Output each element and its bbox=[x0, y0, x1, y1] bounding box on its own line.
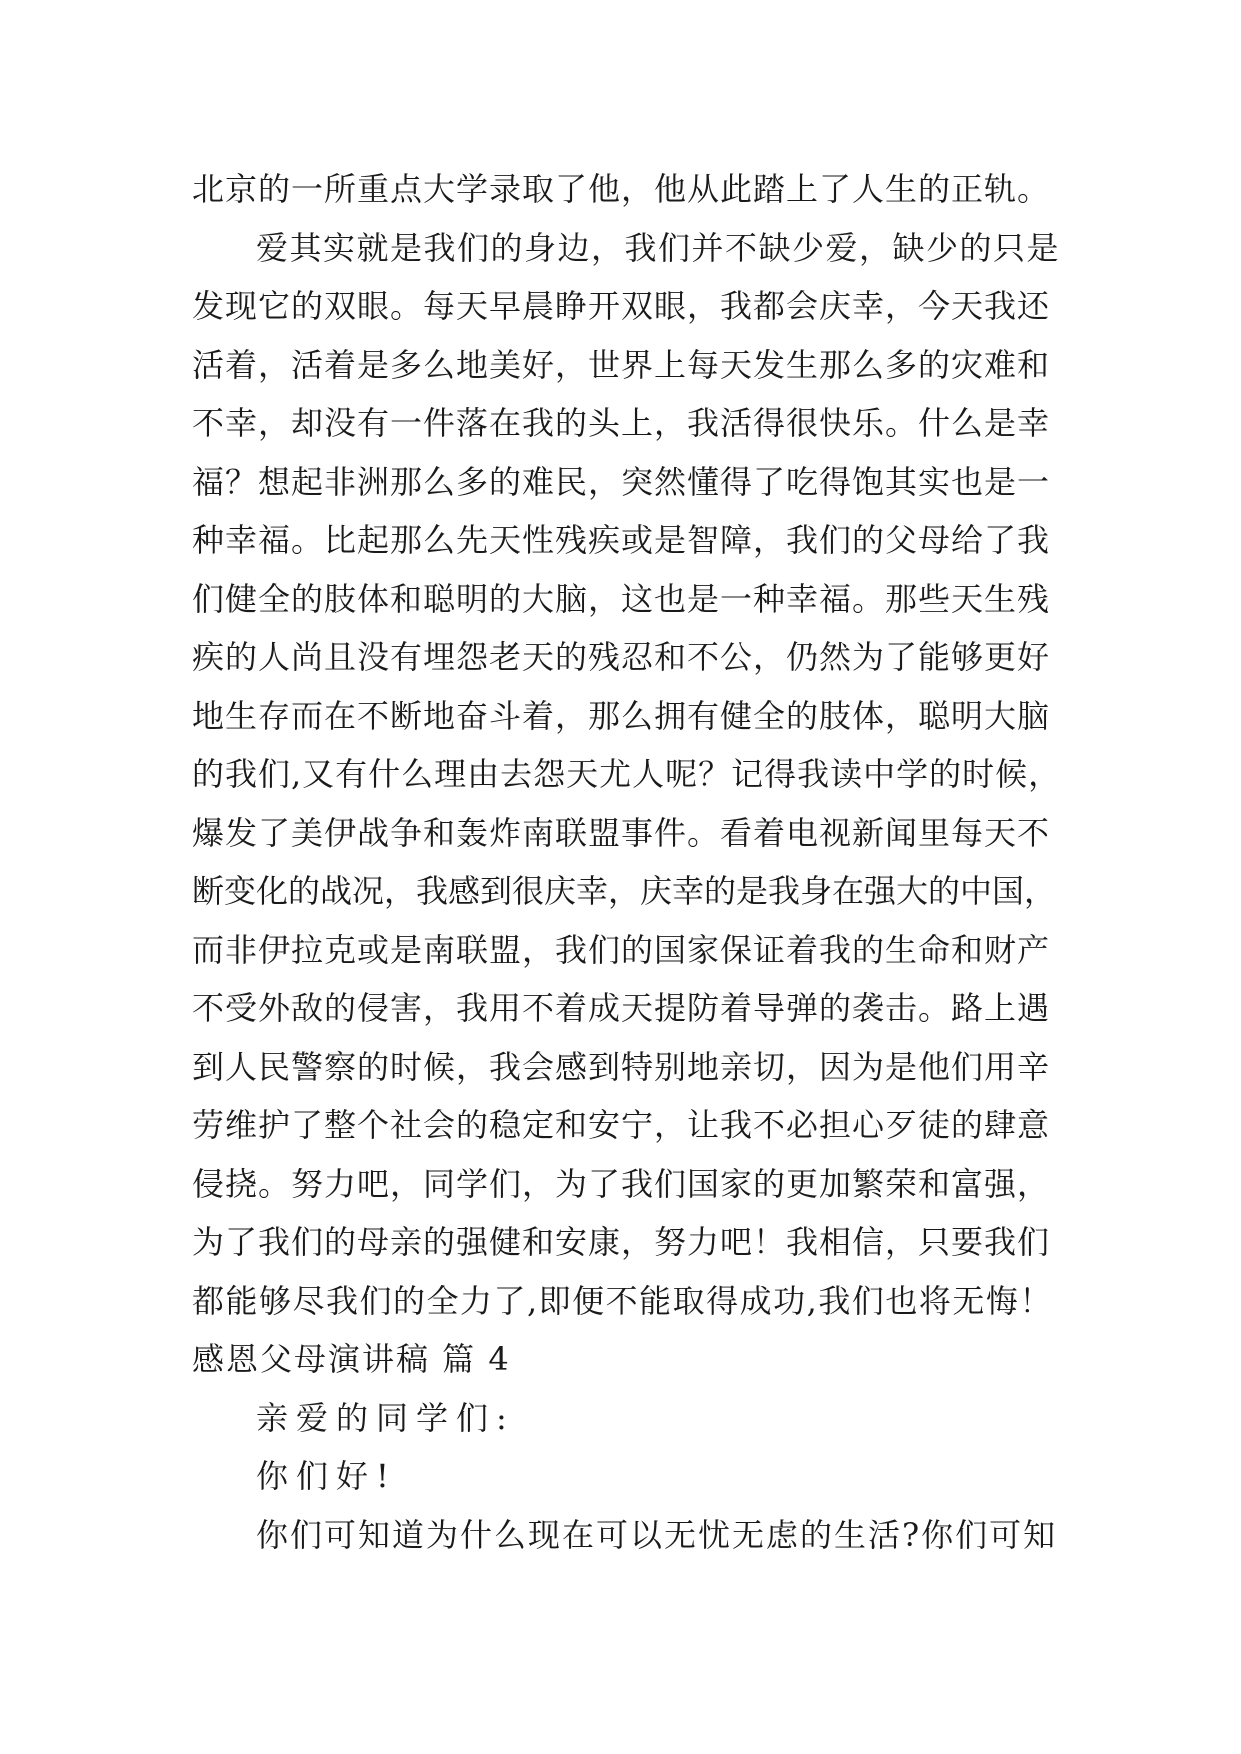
paragraph-line: 爆发了美伊战争和轰炸南联盟事件。看着电视新闻里每天不 bbox=[192, 813, 1051, 852]
paragraph-line: 都能够尽我们的全力了,即便不能取得成功,我们也将无悔！ bbox=[192, 1281, 1053, 1320]
paragraph-line: 断变化的战况，我感到很庆幸，庆幸的是我身在强大的中国， bbox=[192, 872, 1057, 910]
paragraph-line: 不幸，却没有一件落在我的头上，我活得很快乐。什么是幸 bbox=[192, 404, 1051, 442]
paragraph-line: 活着，活着是多么地美好，世界上每天发生那么多的灾难和 bbox=[192, 345, 1051, 384]
paragraph-line: 种幸福。比起那么先天性残疾或是智障，我们的父母给了我 bbox=[192, 521, 1051, 559]
paragraph-line: 爱其实就是我们的身边，我们并不缺少爱，缺少的只是 bbox=[256, 228, 1061, 267]
paragraph-line: 疾的人尚且没有埋怨老天的残忍和不公，仍然为了能够更好 bbox=[192, 638, 1051, 676]
paragraph-line: 侵挠。努力吧，同学们，为了我们国家的更加繁荣和富强， bbox=[192, 1164, 1051, 1203]
paragraph-line: 北京的一所重点大学录取了他，他从此踏上了人生的正轨。 bbox=[192, 170, 1051, 208]
paragraph-line: 你们可知道为什么现在可以无忧无虑的生活?你们可知 bbox=[256, 1515, 1058, 1554]
paragraph-line: 劳维护了整个社会的稳定和安宁，让我不必担心歹徒的肆意 bbox=[192, 1106, 1051, 1144]
paragraph-line: 们健全的肢体和聪明的大脑，这也是一种幸福。那些天生残 bbox=[192, 579, 1051, 618]
salutation-line: 亲爱的同学们: bbox=[256, 1398, 515, 1437]
paragraph-line: 地生存而在不断地奋斗着，那么拥有健全的肢体，聪明大脑 bbox=[192, 696, 1051, 735]
paragraph-line: 不受外敌的侵害，我用不着成天提防着导弹的袭击。路上遇 bbox=[192, 989, 1051, 1027]
paragraph-line: 而非伊拉克或是南联盟，我们的国家保证着我的生命和财产 bbox=[192, 930, 1051, 969]
section-heading: 感恩父母演讲稿 篇 4 bbox=[192, 1340, 511, 1378]
paragraph-line: 发现它的双眼。每天早晨睁开双眼，我都会庆幸，今天我还 bbox=[192, 287, 1051, 325]
paragraph-line: 为了我们的母亲的强健和安康，努力吧！我相信，只要我们 bbox=[192, 1223, 1051, 1261]
paragraph-line: 到人民警察的时候，我会感到特别地亲切，因为是他们用辛 bbox=[192, 1047, 1051, 1086]
document-body bbox=[192, 160, 1062, 1564]
paragraph-line: 福？想起非洲那么多的难民，突然懂得了吃得饱其实也是一 bbox=[192, 462, 1051, 501]
paragraph-line: 的我们,又有什么理由去怨天尤人呢？记得我读中学的时候， bbox=[192, 755, 1062, 793]
greeting-line: 你们好! bbox=[256, 1457, 397, 1495]
